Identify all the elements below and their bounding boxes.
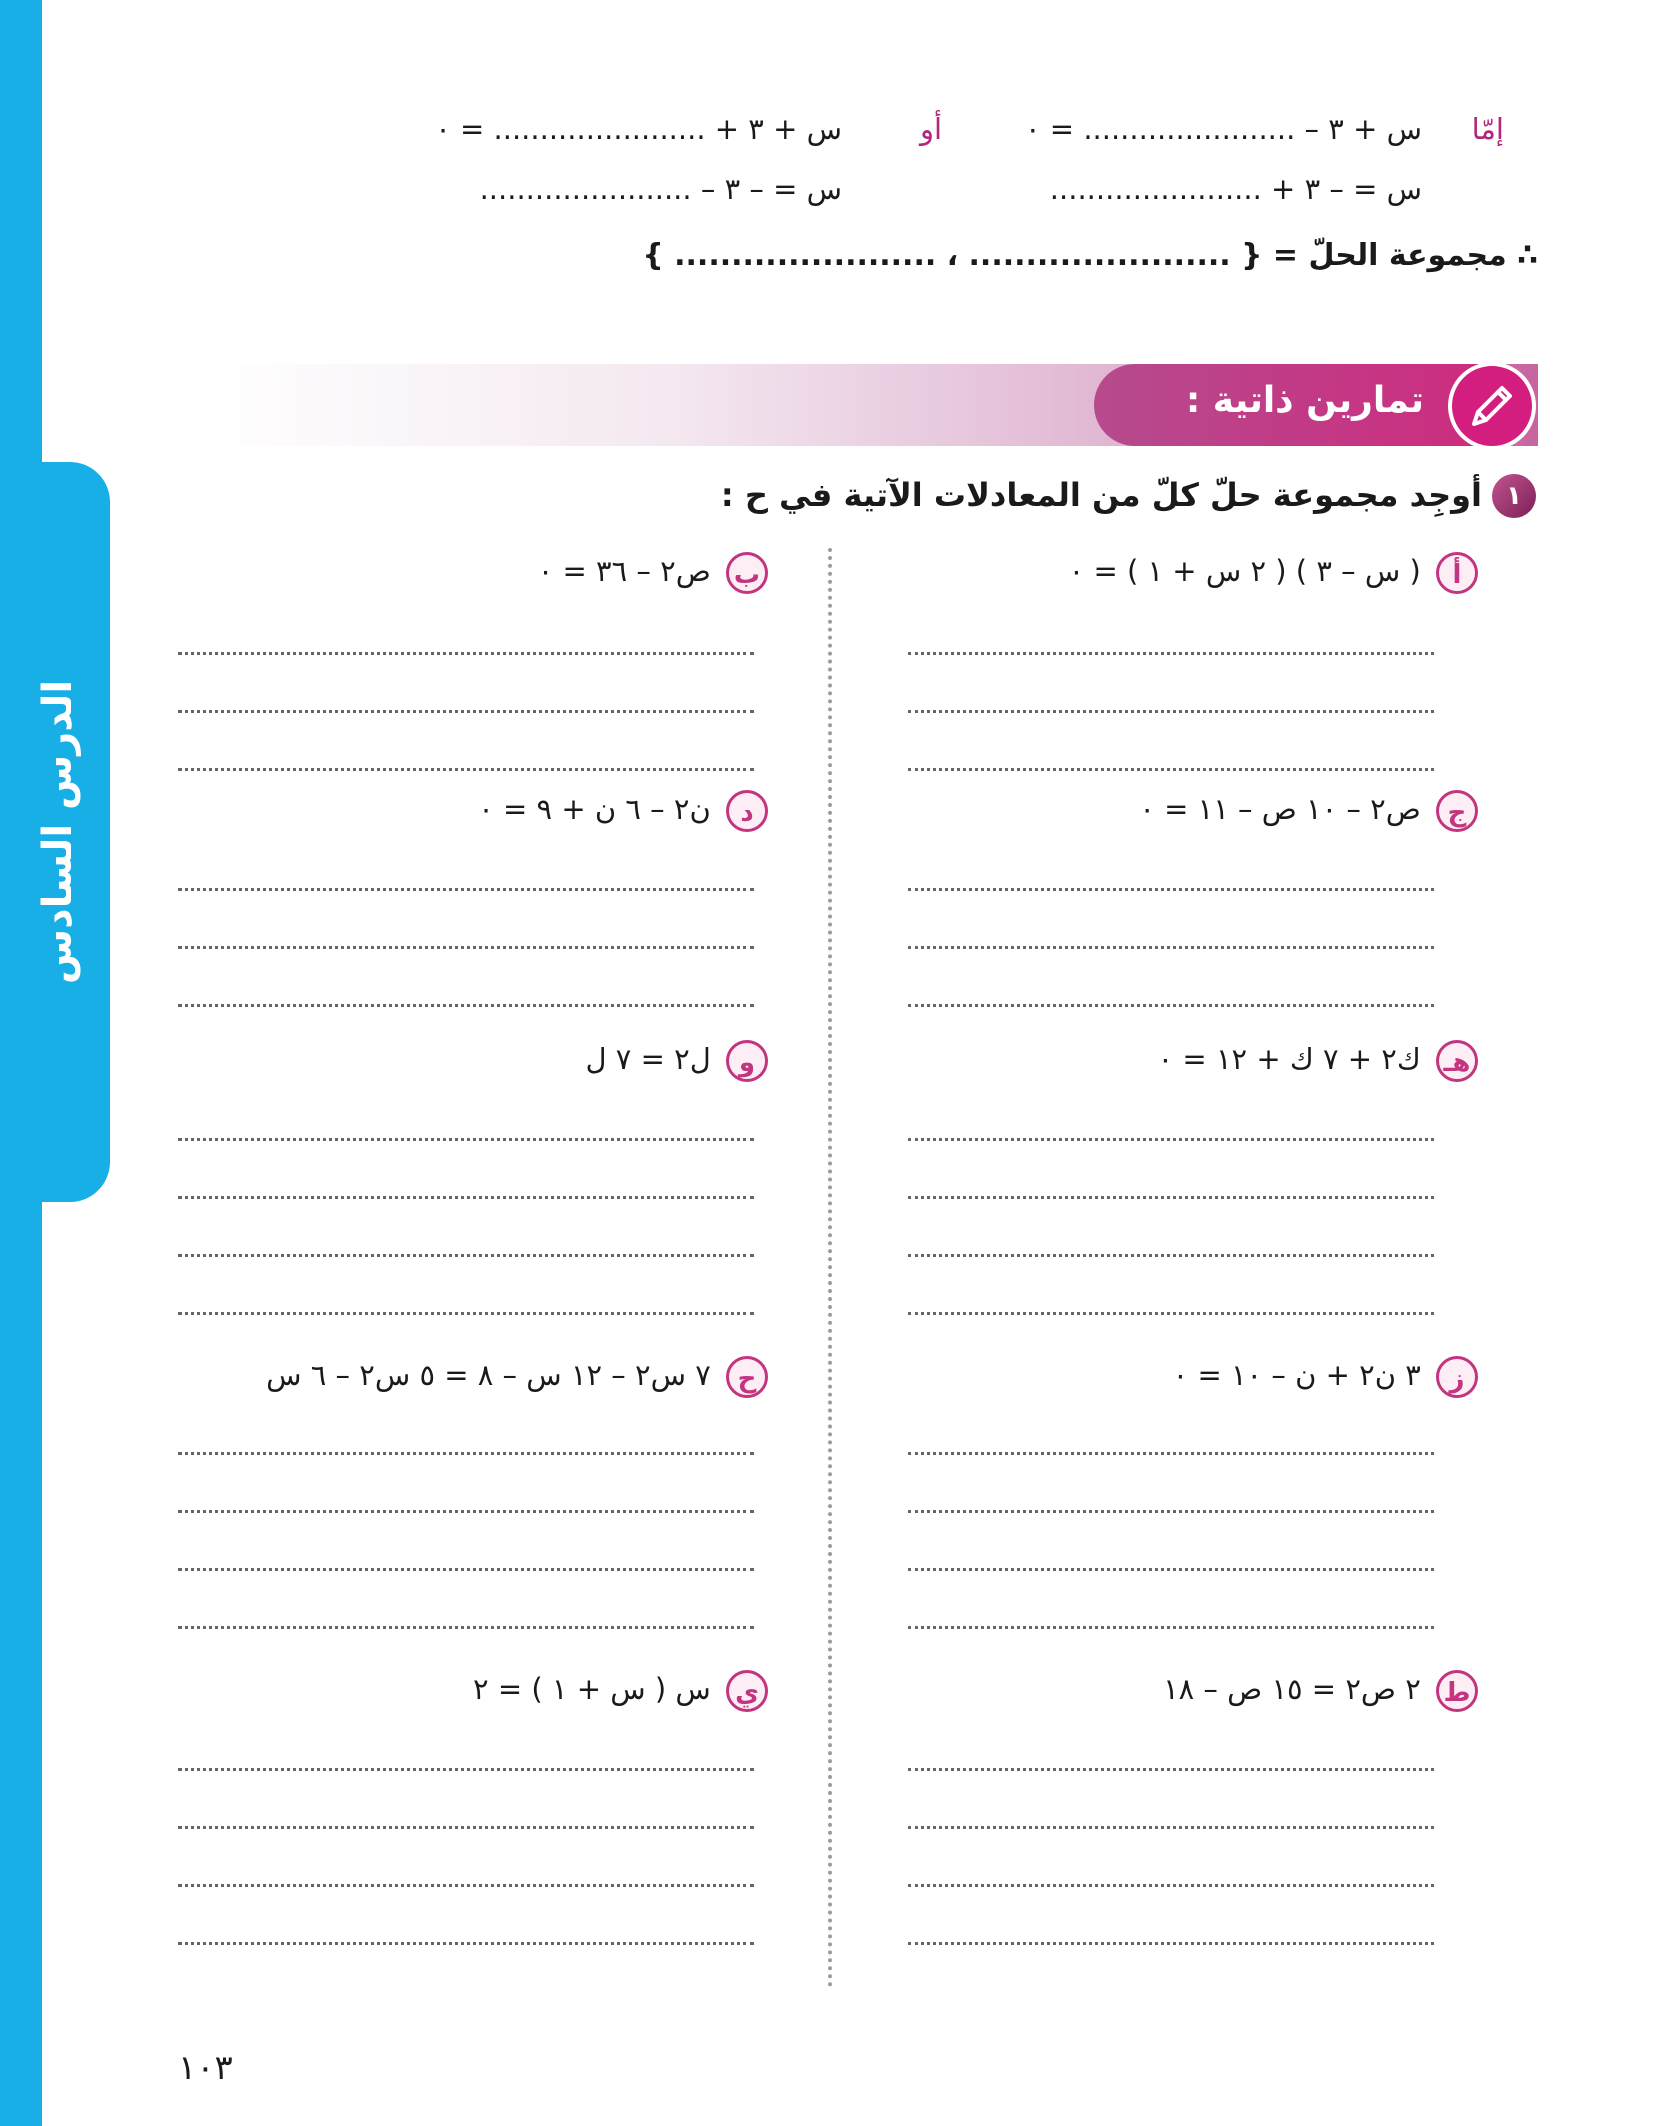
exercise-label: ج [1436,790,1478,832]
page-number: ١٠٣ [178,2048,233,2088]
answer-line[interactable] [908,1254,1434,1257]
left-line-1: س + ٣ + ....................... = ٠ [435,112,842,146]
answer-line[interactable] [908,1138,1434,1141]
question-text: أوجِد مجموعة حلّ كلّ من المعادلات الآتية في ح : [720,476,1482,514]
exercise-h [266,1356,768,1398]
exercise-equation: ٣ ن٢ + ن – ١٠ = ٠ [1172,1358,1421,1392]
answer-line[interactable] [178,1254,754,1257]
answer-line[interactable] [178,1196,754,1199]
answer-line[interactable] [178,768,754,771]
right-line-1: س + ٣ – ....................... = ٠ [1025,112,1422,146]
exercise-equation: س ( س + ١ ) = ٢ [473,1672,711,1706]
exercise-label: ي [726,1670,768,1712]
exercise-equation: ( س – ٣ ) ( ٢ س + ١ ) = ٠ [1068,554,1421,588]
answer-line[interactable] [908,1826,1434,1829]
exercise-label: ط [1436,1670,1478,1712]
answer-line[interactable] [178,710,754,713]
or-word: أو [919,112,942,146]
exercise-z [1173,1356,1478,1398]
answer-line[interactable] [178,946,754,949]
answer-line[interactable] [178,1768,754,1771]
left-line-2: س = – ٣ – ....................... [479,172,842,206]
exercise-label: أ [1436,552,1478,594]
answer-line[interactable] [908,888,1434,891]
answer-line[interactable] [908,1568,1434,1571]
answer-line[interactable] [908,1452,1434,1455]
answer-line[interactable] [908,1510,1434,1513]
column-divider [828,548,832,1988]
exercise-label: و [726,1040,768,1082]
answer-line[interactable] [178,1568,754,1571]
exercise-equation: ل٢ = ٧ ل [585,1042,711,1076]
answer-line[interactable] [178,652,754,655]
exercise-equation: ٢ ص٢ = ١٥ ص – ١٨ [1163,1672,1421,1706]
answer-line[interactable] [178,1942,754,1945]
answer-line[interactable] [178,1452,754,1455]
question-number-badge: ١ [1492,474,1536,518]
answer-line[interactable] [908,710,1434,713]
answer-line[interactable] [908,768,1434,771]
exercise-c [1139,790,1478,832]
exercise-label: ز [1436,1356,1478,1398]
answer-line[interactable] [908,1196,1434,1199]
answer-line[interactable] [908,1942,1434,1945]
exercise-e [1158,1040,1478,1082]
answer-line[interactable] [178,1626,754,1629]
answer-line[interactable] [908,1004,1434,1007]
solution-set-line: ∴ مجموعة الحلّ = { ....................... ، ....................... } [642,238,1538,273]
answer-line[interactable] [178,1004,754,1007]
answer-line[interactable] [908,1884,1434,1887]
answer-line[interactable] [908,1768,1434,1771]
exercise-equation: ٧ س٢ – ١٢ س – ٨ = ٥ س٢ – ٦ س [266,1358,711,1392]
either-word: إمّا [1471,112,1504,146]
answer-line[interactable] [908,1312,1434,1315]
exercise-label: ب [726,552,768,594]
answer-line[interactable] [178,1510,754,1513]
answer-line[interactable] [908,652,1434,655]
exercise-equation: ص٢ – ٣٦ = ٠ [537,554,711,588]
answer-line[interactable] [178,1826,754,1829]
answer-line[interactable] [908,1626,1434,1629]
exercise-b [538,552,768,594]
exercise-y [473,1670,768,1712]
exercise-d [478,790,768,832]
section-header-title: تمارين ذاتية : [1185,380,1424,421]
pencil-icon [1448,362,1536,450]
exercise-t [1163,1670,1478,1712]
answer-line[interactable] [178,888,754,891]
answer-line[interactable] [178,1884,754,1887]
exercise-equation: ك٢ + ٧ ك + ١٢ = ٠ [1157,1042,1421,1076]
exercise-w [586,1040,769,1082]
answer-line[interactable] [178,1138,754,1141]
exercise-label: ح [726,1356,768,1398]
exercise-equation: ن٢ – ٦ ن + ٩ = ٠ [478,792,711,826]
exercise-label: هـ [1436,1040,1478,1082]
right-line-2: س = – ٣ + ....................... [1049,172,1422,206]
exercise-equation: ص٢ – ١٠ ص – ١١ = ٠ [1139,792,1421,826]
exercise-label: د [726,790,768,832]
answer-line[interactable] [178,1312,754,1315]
chapter-label: الدرس السادس [35,679,81,985]
exercise-a [1069,552,1478,594]
answer-line[interactable] [908,946,1434,949]
